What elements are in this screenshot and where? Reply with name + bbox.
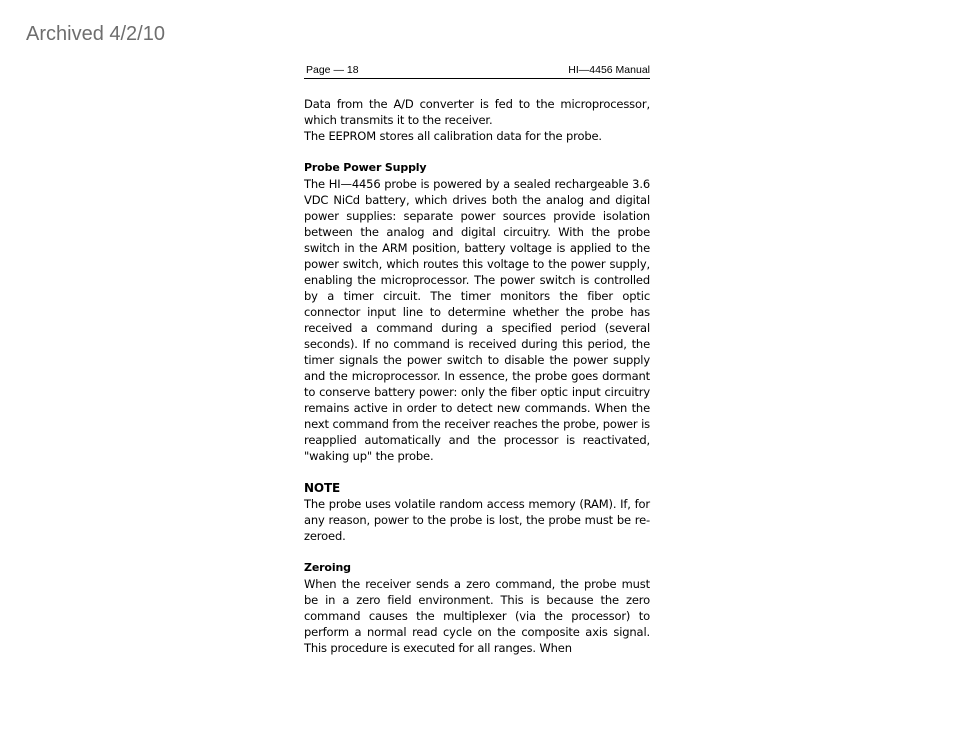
zeroing-heading: Zeroing: [304, 561, 351, 574]
intro-paragraph-1: Data from the A/D converter is fed to the microprocessor, which transmits it to the receiver.: [304, 97, 650, 127]
page-number: Page — 18: [306, 64, 359, 76]
manual-page: [304, 64, 650, 656]
power-supply-heading: Probe Power Supply: [304, 161, 427, 174]
page-content: [304, 96, 650, 656]
spacer: [304, 144, 650, 160]
zeroing-paragraph: When the receiver sends a zero command, the probe must be in a zero field environment. This is because the zero command causes the multiplexer (via the processor) to perform a normal read cycle on the composite axis signal. This procedure is executed for all ranges. When: [304, 577, 650, 655]
note-paragraph: The probe uses volatile random access memory (RAM). If, for any reason, power to the probe is lost, the probe must be re-zeroed.: [304, 497, 650, 543]
intro-paragraph-2: The EEPROM stores all calibration data for the probe.: [304, 129, 602, 143]
archived-watermark: Archived 4/2/10: [26, 23, 165, 45]
manual-title: HI—4456 Manual: [568, 64, 650, 76]
spacer: [304, 464, 650, 480]
power-supply-paragraph: The HI—4456 probe is powered by a sealed rechargeable 3.6 VDC NiCd battery, which drives both the analog and digital power supplies: separate power sources provide isolation between the analog and digital circuitry. With the probe switch in the ARM position, battery voltage is applied to the power switch, which routes this voltage to the power supply, enabling the microprocessor. The power switch is controlled by a timer circuit. The timer monitors the fiber optic connector input line to determine whether the probe has received a command during a specified period (several seconds). If no command is received during this period, the timer signals the power switch to disable the power supply and the microprocessor. In essence, the probe goes dormant to conserve battery power: only the fiber optic input circuitry remains active in order to detect new commands. When the next command from the receiver reaches the probe, power is reapplied automatically and the processor is reactivated, "waking up" the probe.: [304, 177, 650, 463]
spacer: [304, 544, 650, 560]
page-header: [304, 64, 650, 79]
note-title: NOTE: [304, 481, 341, 495]
